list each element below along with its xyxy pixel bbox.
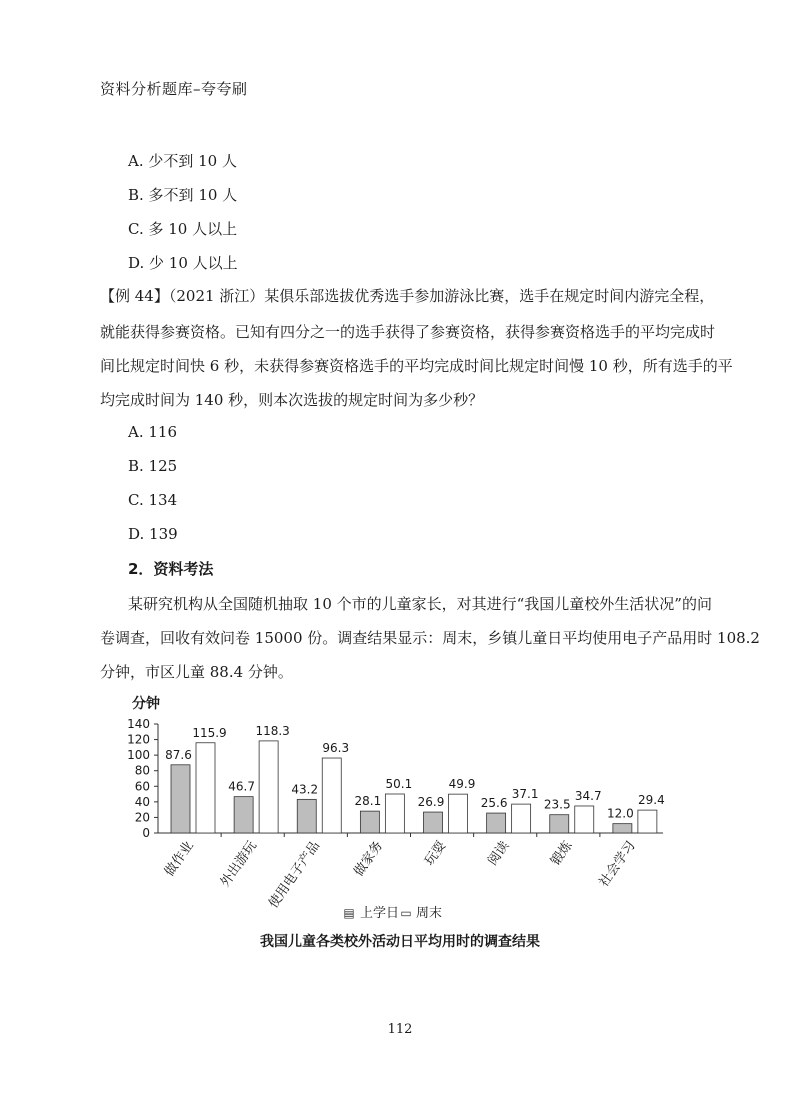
section-title: 2．资料考法 [128,560,214,578]
data-label: 87.6 [165,747,192,762]
bar-weekend [449,794,468,833]
y-tick-label: 60 [134,779,150,794]
data-label: 118.3 [255,723,290,738]
data-label: 25.6 [480,796,508,811]
x-category-label: 玩耍 [422,838,450,869]
legend-weekday-label: 上学日 [360,906,400,921]
data-label: 46.7 [228,779,255,794]
y-axis-label: 分钟 [132,696,160,712]
option-b: B. 多不到 10 人 [128,186,238,204]
legend-weekend-label: 周末 [416,906,443,921]
y-tick-label: 120 [127,732,150,747]
bar-weekday [487,813,506,833]
y-tick-label: 80 [134,763,150,778]
example-line: 【例 44】（2021 浙江）某俱乐部选拔优秀选手参加游泳比赛，选手在规定时间内游完全程， [100,287,715,305]
y-tick-label: 140 [127,717,150,731]
data-label: 50.1 [385,776,413,791]
data-label: 37.1 [511,787,539,802]
example-line: 就能获得参赛资格。已知有四分之一的选手获得了参赛资格，获得参赛资格选手的平均完成时 [100,323,716,341]
data-label: 23.5 [543,797,571,812]
bar-weekend [259,741,278,833]
bar-weekend [322,758,341,833]
x-category-label: 做家务 [351,838,387,880]
intro-line: 分钟，市区儿童 88.4 分钟。 [100,663,293,681]
example-option-a: A. 116 [128,423,177,441]
example-line: 均完成时间为 140 秒，则本次选拔的规定时间为多少秒？ [100,391,484,409]
option-c: C. 多 10 人以上 [128,220,238,238]
y-tick-label: 40 [134,794,150,809]
data-label: 29.4 [638,793,665,808]
data-label: 28.1 [354,794,382,809]
x-category-label: 做作业 [162,838,197,880]
bar-weekday [550,815,569,833]
bar-weekday [424,812,443,833]
page-number: 112 [387,1022,413,1037]
data-label: 34.7 [574,788,602,803]
example-option-b: B. 125 [128,457,178,475]
bar-weekday [613,824,632,833]
x-category-label: 社会学习 [596,838,639,890]
y-tick-label: 20 [134,810,150,825]
data-label: 115.9 [192,725,227,740]
legend-weekday-icon: ▤ [343,906,355,920]
data-label: 96.3 [322,741,350,756]
chart-title: 我国儿童各类校外活动日平均用时的调查结果 [260,934,540,950]
example-line: 间比规定时间快 6 秒，未获得参赛资格选手的平均完成时间比规定时间慢 10 秒，所有选手的平 [100,357,733,375]
bar-weekend [575,806,594,833]
option-a: A. 少不到 10 人 [128,152,237,170]
y-tick-label: 0 [142,826,150,840]
bar-weekend [512,804,531,833]
bar-weekday [297,799,316,833]
example-option-d: D. 139 [128,525,178,543]
bar-weekend [385,794,404,833]
page-header: 资料分析题库–夸夸刷 [100,80,248,98]
legend-weekend-icon: ▭ [400,906,412,920]
x-category-label: 使用电子产品 [266,838,324,912]
data-label: 49.9 [448,777,476,792]
data-label: 12.0 [607,806,634,821]
data-label: 26.9 [417,795,445,810]
bar-weekday [360,811,379,833]
intro-line: 某研究机构从全国随机抽取 10 个市的儿童家长，对其进行“我国儿童校外生活状况”的问 [128,595,712,613]
bar-weekday [171,765,190,833]
bar-weekend [196,743,215,833]
x-category-label: 锻炼 [548,838,576,869]
y-tick-label: 100 [127,748,150,763]
example-option-c: C. 134 [128,491,178,509]
option-d: D. 少 10 人以上 [128,254,238,272]
bar-weekday [234,797,253,833]
x-category-label: 阅读 [485,838,513,869]
data-label: 43.2 [291,782,319,797]
x-category-label: 外出游玩 [217,838,260,890]
bar-weekend [638,810,657,833]
intro-line: 卷调查，回收有效问卷 15000 份。调查结果显示：周末，乡镇儿童日平均使用电子产品用时 108.2 [100,629,760,647]
